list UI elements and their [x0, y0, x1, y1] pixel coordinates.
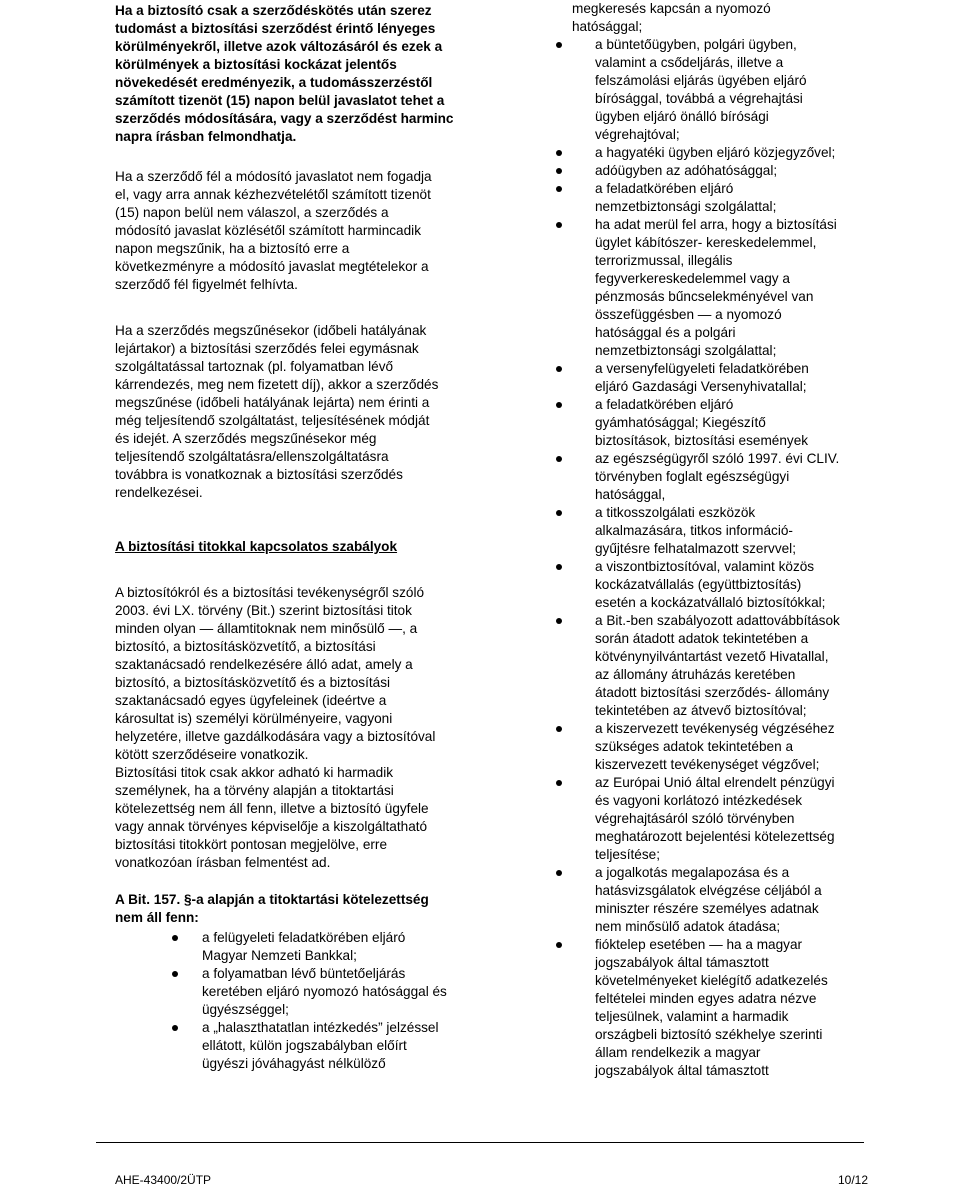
list-item	[572, 144, 860, 162]
bullet-icon	[172, 971, 178, 977]
list-item-line: során átadott adatok tekintetében a	[595, 631, 809, 646]
text-line: (15) napon belül nem válaszol, a szerződés a	[115, 205, 389, 220]
list-item-line: és vagyoni korlátozó intézkedések	[595, 793, 803, 808]
text-line: károsultat is) személyi körülményeire, vagyoni	[115, 711, 393, 726]
list-item-line: felszámolási eljárás ügyében eljáró	[595, 73, 807, 88]
text-line: biztosító, a biztosításközvetítő és a biztosítási	[115, 675, 391, 690]
list-item	[572, 216, 860, 360]
list-item-line: a feladatkörében eljáró	[595, 397, 734, 412]
text-line: még teljesítendő szolgáltatást, teljesítésének módját	[115, 413, 430, 428]
list-item-line: tekintetében az átvevő biztosítóval;	[595, 703, 807, 718]
secret-definition-paragraph	[115, 584, 455, 872]
footer-divider	[96, 1142, 864, 1143]
list-item-line: gyűjtésre felhatalmazott szervvel;	[595, 541, 796, 556]
bullet-icon	[172, 935, 178, 941]
bullet-icon	[172, 1025, 178, 1031]
text-line: szaktanácsadó egyes ügyfeleinek (ideértve a	[115, 693, 387, 708]
right-exception-list	[572, 36, 860, 1080]
list-item-line: a versenyfelügyeleti feladatkörében	[595, 361, 809, 376]
list-item-line: eljáró Gazdasági Versenyhivatallal;	[595, 379, 807, 394]
intro-paragraph	[115, 2, 455, 146]
text-line: Ha a biztosító csak a szerződéskötés után szerez	[115, 3, 432, 18]
list-item-line: az állomány átruházás keretében	[595, 667, 796, 682]
text-line: 2003. évi LX. törvény (Bit.) szerint biztosítási titok	[115, 603, 412, 618]
list-item-line: a feladatkörében eljáró	[595, 181, 734, 196]
section-title: A biztosítási titokkal kapcsolatos szabályok	[115, 539, 398, 554]
list-item-line: az Európai Unió által elrendelt pénzügyi	[595, 775, 835, 790]
text-line: el, vagy arra annak kézhezvételétől számított tizenöt	[115, 187, 431, 202]
left-exception-list	[115, 929, 455, 1073]
continued-item-text	[572, 0, 860, 36]
list-item	[115, 929, 455, 965]
list-item-line: biztosítások, biztosítási események	[595, 433, 809, 448]
text-line: napon megszűnik, ha a biztosító erre a	[115, 241, 350, 256]
text-line: minden olyan — államtitoknak nem minősülő —, a	[115, 621, 418, 636]
modification-paragraph	[115, 168, 455, 294]
text-line: megkeresés kapcsán a nyomozó	[572, 1, 771, 16]
text-line: szerződő fél figyelmét felhívta.	[115, 277, 298, 292]
list-item	[572, 774, 860, 864]
text-line: körülmények a biztosítási kockázat jelentős	[115, 57, 397, 72]
text-line: kötött szerződéseire vonatkozik.	[115, 747, 309, 762]
list-item-line: végrehajtásáról szóló törvényben	[595, 811, 795, 826]
text-line: személynek, ha a törvény alapján a titoktartási	[115, 783, 394, 798]
list-item-line: a viszontbiztosítóval, valamint közös	[595, 559, 815, 574]
list-item-line: hatósággal,	[595, 487, 666, 502]
text-line: Ha a szerződő fél a módosító javaslatot nem fogadja	[115, 169, 432, 184]
list-item-line: hatásvizsgálatok elvégzése céljából a	[595, 883, 822, 898]
list-item-line: terrorizmussal, illegális	[595, 253, 733, 268]
list-item-line: keretében eljáró nyomozó hatósággal és	[202, 984, 447, 999]
list-item-line: ügyészi jóváhagyást nélkülöző	[202, 1056, 386, 1071]
text-line: A biztosítókról és a biztosítási tevékenységről szóló	[115, 585, 425, 600]
right-column	[572, 0, 860, 1080]
list-item	[572, 720, 860, 774]
bit-157-heading	[115, 891, 455, 927]
termination-paragraph	[115, 322, 455, 502]
list-item-line: a titkosszolgálati eszközök	[595, 505, 756, 520]
bullet-icon	[556, 780, 562, 786]
list-item-line: ellátott, külön jogszabályban előírt	[202, 1038, 407, 1053]
bullet-icon	[556, 726, 562, 732]
bullet-icon	[556, 366, 562, 372]
text-line: vonatkozóan írásban felmentést ad.	[115, 855, 331, 870]
bullet-icon	[556, 510, 562, 516]
list-item	[572, 36, 860, 144]
text-line: teljesítendő szolgáltatásra/ellenszolgáltatásra	[115, 449, 389, 464]
list-item-line: kiszervezett tevékenységet végzővel;	[595, 757, 820, 772]
list-item-line: végrehajtóval;	[595, 127, 680, 142]
list-item-line: ügyészséggel;	[202, 1002, 289, 1017]
list-item-line: alkalmazására, titkos információ-	[595, 523, 793, 538]
bullet-icon	[556, 150, 562, 156]
list-item-line: miniszter részére személyes adatnak	[595, 901, 819, 916]
list-item-line: hatósággal és a polgári	[595, 325, 736, 340]
list-item-line: nemzetbiztonsági szolgálattal;	[595, 343, 777, 358]
list-item-line: gyámhatósággal; Kiegészítő	[595, 415, 766, 430]
text-line: és idejét. A szerződés megszűnésekor még	[115, 431, 377, 446]
bullet-icon	[556, 168, 562, 174]
list-item-line: teljesülnek, valamint a harmadik	[595, 1009, 789, 1024]
list-item-line: a hagyatéki ügyben eljáró közjegyzővel;	[595, 145, 836, 160]
list-item-line: átadott biztosítási szerződés- állomány	[595, 685, 830, 700]
text-line: szaktanácsadó rendelkezésére álló adat, amely a	[115, 657, 413, 672]
list-item-line: követelményeket kielégítő adatkezelés	[595, 973, 828, 988]
list-item-line: ügyben eljáró önálló bírósági	[595, 109, 769, 124]
bullet-icon	[556, 222, 562, 228]
list-item	[572, 936, 860, 1080]
text-line: hatósággal;	[572, 19, 643, 34]
list-item	[572, 180, 860, 216]
list-item-line: a folyamatban lévő büntetőeljárás	[202, 966, 406, 981]
bullet-icon	[556, 42, 562, 48]
text-line: továbbra is vonatkoznak a biztosítási szerződés	[115, 467, 403, 482]
list-item-line: a felügyeleti feladatkörében eljáró	[202, 930, 406, 945]
footer-page-number: 10/12	[837, 1173, 868, 1187]
list-item	[572, 864, 860, 936]
list-item	[115, 965, 455, 1019]
text-line: lejártakor) a biztosítási szerződés felei egymásnak	[115, 341, 419, 356]
list-item	[572, 396, 860, 450]
text-line: kötelezettség nem áll fenn, illetve a biztosító ügyfele	[115, 801, 429, 816]
list-item-line: pénzmosás bűncselekményével van	[595, 289, 814, 304]
left-column	[115, 0, 455, 1073]
text-line: növekedését eredményezik, a tudomásszerzéstől	[115, 75, 433, 90]
text-line: megszűnése (időbeli hatályának lejárta) nem érinti a	[115, 395, 430, 410]
list-item-line: a „halaszthatatlan intézkedés” jelzéssel	[202, 1020, 439, 1035]
bit-157-heading-line-1: A Bit. 157. §-a alapján a titoktartási kötelezettség	[115, 892, 429, 907]
list-item-line: az egészségügyről szóló 1997. évi CLIV.	[595, 451, 840, 466]
list-item-line: adóügyben az adóhatósággal;	[595, 163, 778, 178]
list-item-line: feltételei minden egyes adatra nézve	[595, 991, 817, 1006]
bullet-icon	[556, 186, 562, 192]
list-item-line: a büntetőügyben, polgári ügyben,	[595, 37, 797, 52]
text-line: módosító javaslat közlésétől számított harmincadik	[115, 223, 421, 238]
bullet-icon	[556, 870, 562, 876]
bit-157-heading-line-2: nem áll fenn:	[115, 910, 199, 925]
list-item-line: jogszabályok által támasztott	[595, 1063, 769, 1078]
list-item-line: kockázatvállalás (együttbiztosítás)	[595, 577, 802, 592]
list-item-line: bírósággal, továbbá a végrehajtási	[595, 91, 803, 106]
list-item-line: összefüggésben — a nyomozó	[595, 307, 782, 322]
list-item	[572, 612, 860, 720]
text-line: számított tizenöt (15) napon belül javaslatot tehet a	[115, 93, 445, 108]
bullet-icon	[556, 564, 562, 570]
text-line: Biztosítási titok csak akkor adható ki harmadik	[115, 765, 394, 780]
text-line: Ha a szerződés megszűnésekor (időbeli hatályának	[115, 323, 427, 338]
list-item-line: fegyverkereskedelemmel vagy a	[595, 271, 790, 286]
text-line: biztosító, a biztosításközvetítő, a biztosítási	[115, 639, 376, 654]
text-line: körülményekről, illetve azok változásáról és ezek a	[115, 39, 443, 54]
list-item	[572, 450, 860, 504]
list-item	[572, 162, 860, 180]
text-line: vagy annak törvényes képviselője a kiszolgáltatható	[115, 819, 428, 834]
list-item-line: a jogalkotás megalapozása és a	[595, 865, 790, 880]
text-line: rendelkezései.	[115, 485, 203, 500]
list-item	[115, 1019, 455, 1073]
list-item	[572, 360, 860, 396]
text-line: biztosítási titokkört pontosan megjelölve, erre	[115, 837, 388, 852]
list-item-line: ha adat merül fel arra, hogy a biztosítási	[595, 217, 837, 232]
bullet-icon	[556, 402, 562, 408]
text-line: napra írásban felmondhatja.	[115, 129, 297, 144]
list-item-line: ügylet kábítószer- kereskedelemmel,	[595, 235, 817, 250]
list-item-line: nem minősülő adatok átadása;	[595, 919, 781, 934]
bullet-icon	[556, 942, 562, 948]
list-item-line: országbeli biztosító székhelye szerinti	[595, 1027, 823, 1042]
list-item-line: szükséges adatok tekintetében a	[595, 739, 793, 754]
list-item-line: teljesítése;	[595, 847, 660, 862]
list-item-line: valamint a csődeljárás, illetve a	[595, 55, 784, 70]
text-line: szolgáltatással tartoznak (pl. folyamatban lévő	[115, 359, 394, 374]
list-item-line: jogszabályok által támasztott	[595, 955, 769, 970]
list-item-line: törvényben foglalt egészségügyi	[595, 469, 790, 484]
text-line: tudomást a biztosítási szerződést érintő lényeges	[115, 21, 436, 36]
list-item-line: meghatározott bejelentési kötelezettség	[595, 829, 835, 844]
list-item	[572, 558, 860, 612]
list-item-line: fióktelep esetében — ha a magyar	[595, 937, 803, 952]
list-item-line: állam rendelkezik a magyar	[595, 1045, 761, 1060]
text-line: következményre a módosító javaslat megtételekor a	[115, 259, 429, 274]
list-item-line: a kiszervezett tevékenység végzéséhez	[595, 721, 835, 736]
text-line: kárrendezés, meg nem fizetett díj), akkor a szerződés	[115, 377, 439, 392]
bullet-icon	[556, 456, 562, 462]
text-line: helyzetére, illetve gazdálkodására vagy a biztosítóval	[115, 729, 436, 744]
footer-document-id: AHE-43400/2ÜTP	[115, 1173, 212, 1187]
list-item-line: esetén a kockázatvállaló biztosítókkal;	[595, 595, 826, 610]
list-item	[572, 504, 860, 558]
list-item-line: nemzetbiztonsági szolgálattal;	[595, 199, 777, 214]
list-item-line: a Bit.-ben szabályozott adattovábbítások	[595, 613, 840, 628]
bullet-icon	[556, 618, 562, 624]
list-item-line: kötvénynyilvántartást vezető Hivatallal,	[595, 649, 829, 664]
list-item-line: Magyar Nemzeti Bankkal;	[202, 948, 357, 963]
text-line: szerződés módosítására, vagy a szerződést harminc	[115, 111, 454, 126]
